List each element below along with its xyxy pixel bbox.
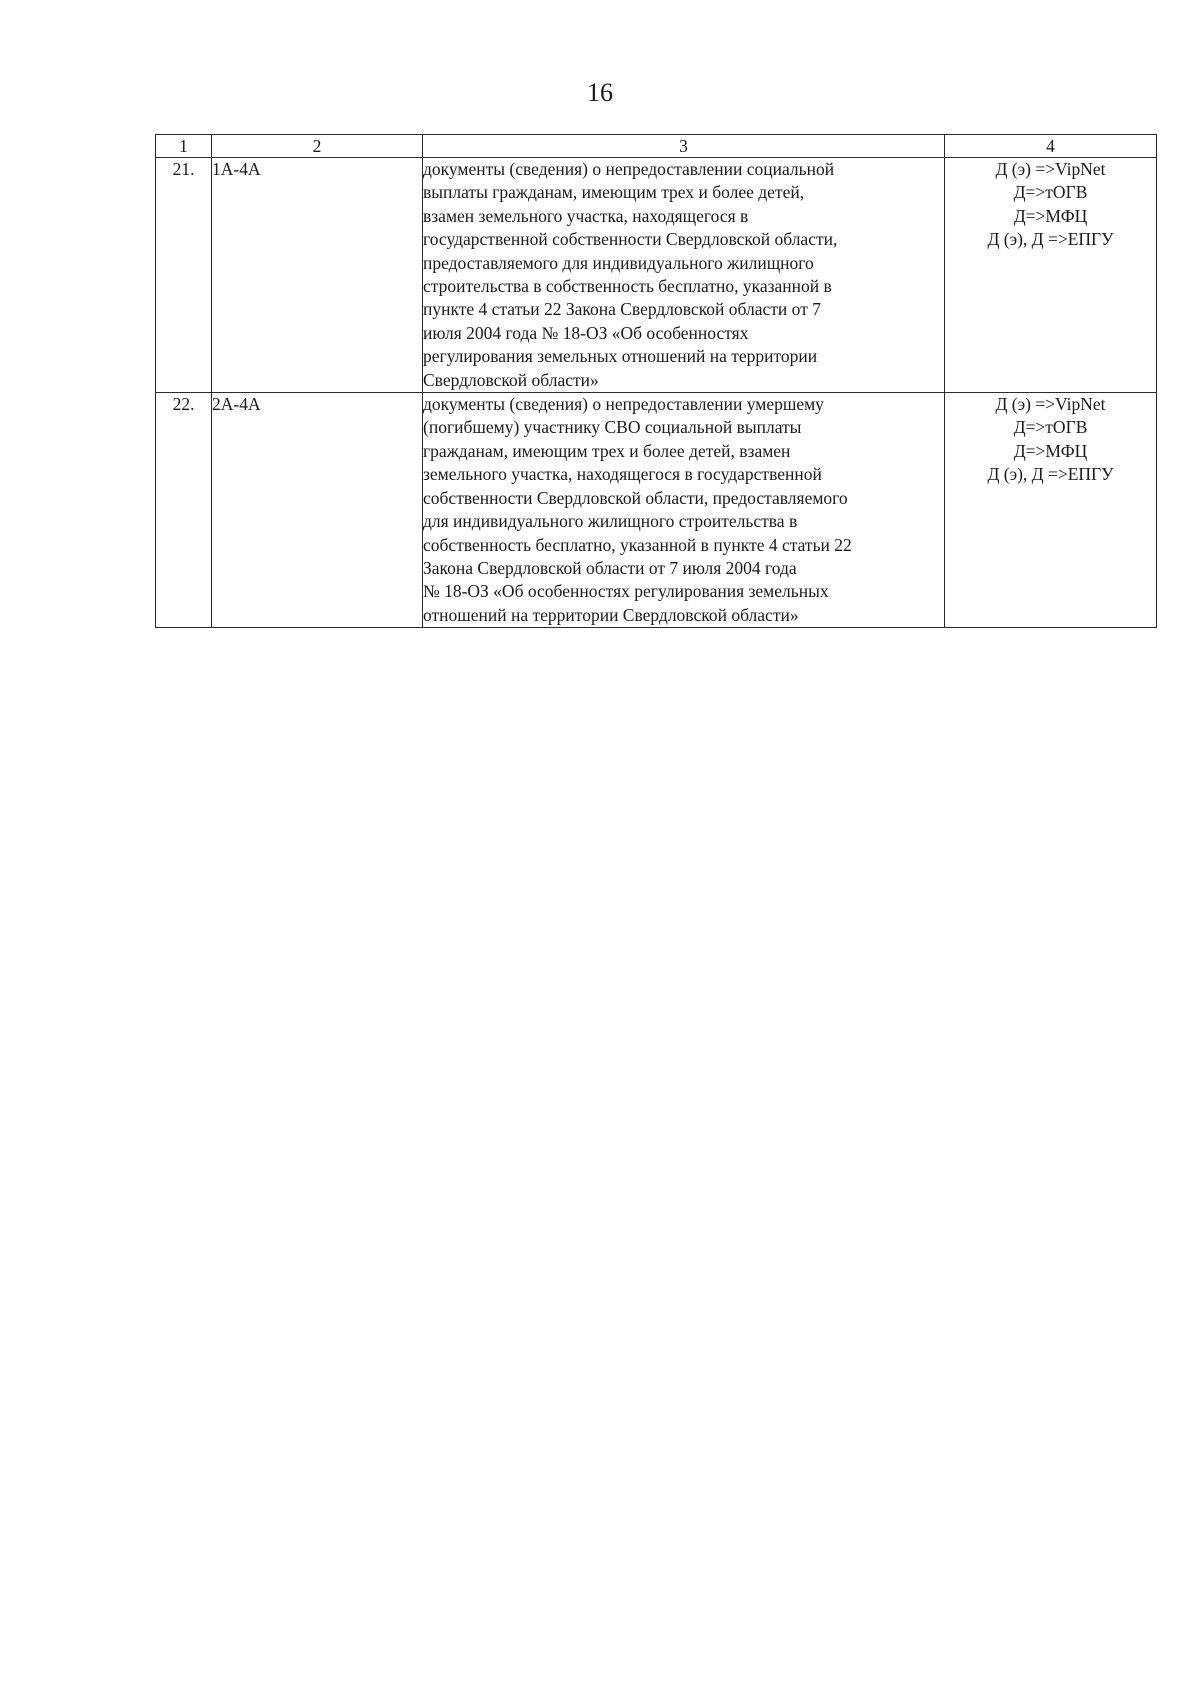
description-line: строительства в собственность бесплатно, указанной в [423,276,832,297]
description-line: для индивидуального жилищного строительства в [423,511,798,532]
description-line: взамен земельного участка, находящегося в [423,205,749,226]
route-line: Д=>МФЦ [1013,440,1088,461]
description-line: отношений на территории Свердловской области» [423,604,799,625]
description-line: (погибшему) участнику СВО социальной выплаты [423,417,802,438]
description-line: земельного участка, находящегося в государственной [423,464,822,485]
row-code: 1А-4А [212,158,423,393]
route-line: Д=>тОГВ [1013,417,1088,438]
route-line: Д (э) =>VipNet [995,159,1106,179]
header-col-1: 1 [156,135,212,158]
header-col-2: 2 [212,135,423,158]
description-line: выплаты гражданам, имеющим трех и более детей, [423,182,805,203]
description-line: предоставляемого для индивидуального жилищного [423,252,814,273]
document-table [155,134,1157,628]
table-row [156,393,1157,628]
description-line: документы (сведения) о непредоставлении социальной [423,159,835,179]
header-col-3: 3 [423,135,945,158]
row-routes [945,393,1157,628]
description-line: июля 2004 года № 18-ОЗ «Об особенностях [423,322,749,343]
table-row [156,158,1157,393]
route-line: Д (э), Д =>ЕПГУ [987,464,1114,485]
description-line: регулирования земельных отношений на территории [423,346,818,367]
description-line: собственности Свердловской области, предоставляемого [423,487,848,508]
header-col-4: 4 [945,135,1157,158]
row-code: 2А-4А [212,393,423,628]
description-line: собственность бесплатно, указанной в пункте 4 статьи 22 [423,534,852,555]
description-line: пункте 4 статьи 22 Закона Свердловской области от 7 [423,299,821,320]
description-line: № 18-ОЗ «Об особенностях регулирования земельных [423,581,829,602]
description-line: документы (сведения) о непредоставлении умершему [423,394,824,415]
description-line: государственной собственности Свердловской области, [423,229,838,250]
page-number: 16 [587,78,613,107]
description-line: гражданам, имеющим трех и более детей, взамен [423,440,791,461]
table-header-row [156,135,1157,158]
row-description [423,158,945,393]
row-number: 21. [156,158,212,393]
route-line: Д=>МФЦ [1013,205,1088,226]
route-line: Д (э), Д =>ЕПГУ [987,229,1114,250]
row-routes [945,158,1157,393]
description-line: Свердловской области» [423,369,599,390]
route-line: Д (э) =>VipNet [995,394,1106,415]
route-line: Д=>тОГВ [1013,182,1088,203]
description-line: Закона Свердловской области от 7 июля 2004 года [423,557,797,578]
row-description [423,393,945,628]
row-number: 22. [156,393,212,628]
